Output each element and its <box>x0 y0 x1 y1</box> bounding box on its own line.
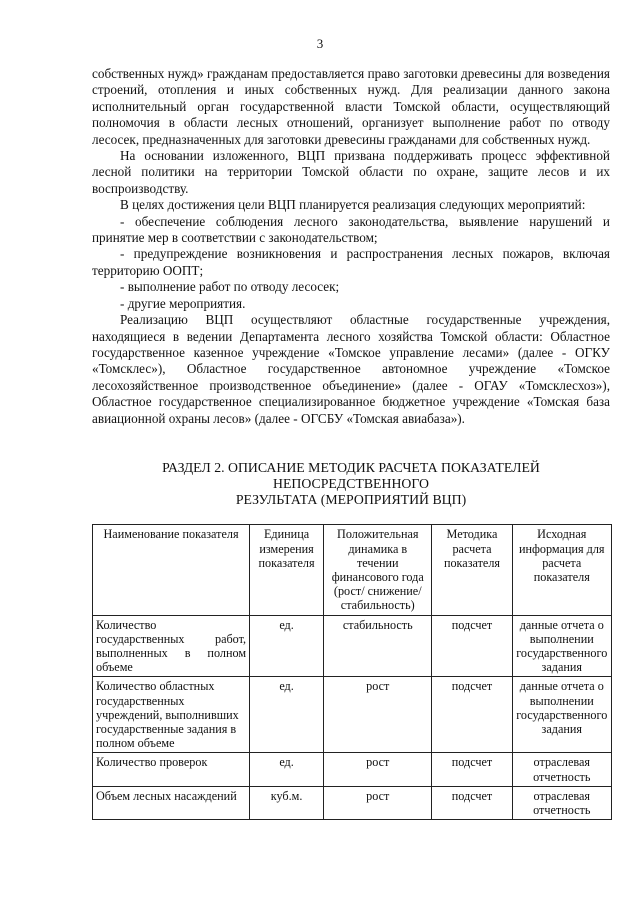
paragraph-policy: На основании изложенного, ВЦП призвана поддерживать процесс эффективной лесной политики на территории Томской области по охране, защите лесов и их воспроизводству. <box>92 148 610 196</box>
table-cell: подсчет <box>432 753 512 786</box>
table-cell: подсчет <box>432 677 512 753</box>
section-heading-line: РЕЗУЛЬТАТА (МЕРОПРИЯТИЙ ВЦП) <box>235 491 467 507</box>
section-heading-line: РАЗДЕЛ 2. ОПИСАНИЕ МЕТОДИК РАСЧЕТА ПОКАЗАТЕЛЕЙ <box>162 459 540 475</box>
table-cell: подсчет <box>432 615 512 677</box>
table-cell: Количество государственных работ, выполненных в полном объеме <box>93 615 250 677</box>
section-heading-line: НЕПОСРЕДСТВЕННОГО <box>273 475 429 491</box>
page-number: 3 <box>316 36 324 51</box>
table-row <box>93 753 612 786</box>
table-cell: отраслевая отчетность <box>512 753 611 786</box>
table-cell: куб.м. <box>250 786 324 819</box>
table-cell: данные отчета о выполнении государственного задания <box>512 615 611 677</box>
table-cell: данные отчета о выполнении государственного задания <box>512 677 611 753</box>
paragraph-measures-intro: В целях достижения цели ВЦП планируется реализация следующих мероприятий: <box>120 197 586 213</box>
table-cell: ед. <box>250 677 324 753</box>
table-cell: рост <box>324 786 432 819</box>
table-cell: Количество областных государственных учреждений, выполнивших государственные задания в полном объеме <box>93 677 250 753</box>
table-row <box>93 677 612 753</box>
table-cell: ед. <box>250 753 324 786</box>
paragraph-continuation: собственных нужд» гражданам предоставляется право заготовки древесины для возведения строений, отопления и иных собственных нужд. Для реализации данного закона исполнительный орган государственной власти Томской области, осуществляющий полномочия в области лесных отношений, организует выполнение работ по отводу лесосек, предназначенных для заготовки древесины гражданами для собственных нужд. <box>92 66 610 147</box>
column-header-name: Наименование показателя <box>93 525 250 615</box>
list-item-legislation: - обеспечение соблюдения лесного законодательства, выявление нарушений и принятие мер в соответствии с законодательством; <box>92 213 610 246</box>
paragraph-institutions: Реализацию ВЦП осуществляют областные государственные учреждения, находящиеся в ведении Департамента лесного хозяйства Томской области: Областное государственное казенное учреждение «Томское управление лесами» (далее - ОГКУ «Томсклес»), Областное государственное автономное учреждение «Томское лесохозяйственное производственное объединение» (далее - ОГАУ «Томсклесхоз»), Областное государственное специализированное бюджетное учреждение «Томская база авиационной охраны лесов» (далее - ОГСБУ «Томская авиабаза»). <box>92 312 610 426</box>
indicators-table <box>92 524 612 820</box>
table-header-row <box>93 525 612 615</box>
table-cell: отраслевая отчетность <box>512 786 611 819</box>
table-cell: Количество проверок <box>93 753 250 786</box>
column-header-unit: Единица измерения показателя <box>250 525 324 615</box>
list-item-fire-prevention: - предупреждение возникновения и распространения лесных пожаров, включая территорию ООПТ; <box>92 246 610 278</box>
table-cell: подсчет <box>432 786 512 819</box>
section-heading <box>92 460 610 507</box>
list-item-other: - другие мероприятия. <box>120 295 246 311</box>
table-cell: рост <box>324 677 432 753</box>
column-header-dynamics: Положительная динамика в течении финансового года (рост/ снижение/стабильность) <box>324 525 432 615</box>
table-row <box>93 615 612 677</box>
table-cell: Объем лесных насаждений <box>93 786 250 819</box>
table-cell: стабильность <box>324 615 432 677</box>
table-cell: ед. <box>250 615 324 677</box>
document-body <box>92 66 610 820</box>
table-row <box>93 786 612 819</box>
column-header-method: Методика расчета показателя <box>432 525 512 615</box>
list-item-allotment: - выполнение работ по отводу лесосек; <box>120 279 340 295</box>
table-cell: рост <box>324 753 432 786</box>
column-header-source: Исходная информация для расчета показателя <box>512 525 611 615</box>
